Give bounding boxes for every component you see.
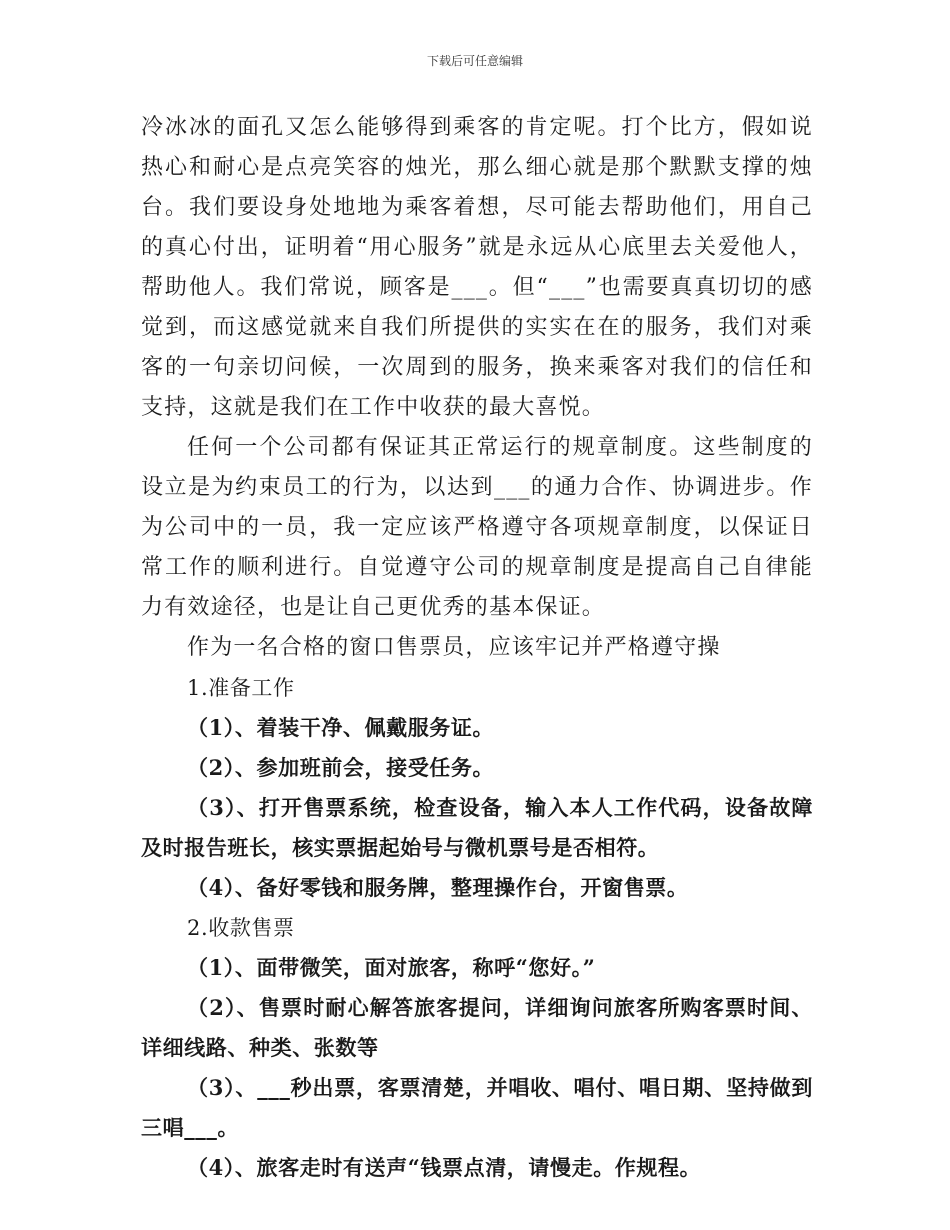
section-title-ticket-sales: 2.收款售票 [187, 916, 295, 940]
list-item: （4）、旅客走时有送声“钱票点清，请慢走。作规程。 [187, 1155, 702, 1180]
list-item: （1）、着装干净、佩戴服务证。 [187, 715, 495, 740]
paragraph-service-attitude: 冷冰冰的面孔又怎么能够得到乘客的肯定呢。打个比方，假如说热心和耐心是点亮笑容的烛光，那么细心就是那个默默支撑的烛台。我们要设身处地地为乘客着想，尽可能去帮助他们，用自己的真心付出，证明着“用心服务”就是永远从心底里去关爱他人，帮助他人。我们常说，顾客是___。但“___”也需要真真切切的感觉到，而这感觉就来自我们所提供的实实在在的服务，我们对乘客的一句亲切问候，一次周到的服务，换来乘客对我们的信任和支持，这就是我们在工作中收获的最大喜悦。 [141, 115, 813, 420]
list-item: （4）、备好零钱和服务牌，整理操作台，开窗售票。 [187, 875, 689, 900]
paragraph-intro-ticket-seller: 作为一名合格的窗口售票员，应该牢记并严格遵守操 [187, 635, 721, 660]
paragraph-company-rules: 任何一个公司都有保证其正常运行的规章制度。这些制度的设立是为约束员工的行为，以达到___的通力合作、协调进步。作为公司中的一员，我一定应该严格遵守各项规章制度，以保证日常工作的顺利进行。自觉遵守公司的规章制度是提高自己自律能力有效途径，也是让自己更优秀的基本保证。 [141, 435, 813, 620]
section-title-preparation: 1.准备工作 [187, 676, 295, 700]
page-header: 下载后可任意编辑 [426, 54, 523, 68]
list-item: （2）、参加班前会，接受任务。 [187, 755, 495, 780]
list-item: （3）、___秒出票，客票清楚，并唱收、唱付、唱日期、坚持做到三唱___。 [141, 1075, 813, 1140]
list-item: （3）、打开售票系统，检查设备，输入本人工作代码，设备故障及时报告班长，核实票据起始号与微机票号是否相符。 [141, 795, 813, 860]
document-body [141, 108, 813, 1188]
list-item: （1）、面带微笑，面对旅客，称呼“您好。” [187, 955, 596, 980]
list-item: （2）、售票时耐心解答旅客提问，详细询问旅客所购客票时间、详细线路、种类、张数等 [141, 995, 813, 1060]
